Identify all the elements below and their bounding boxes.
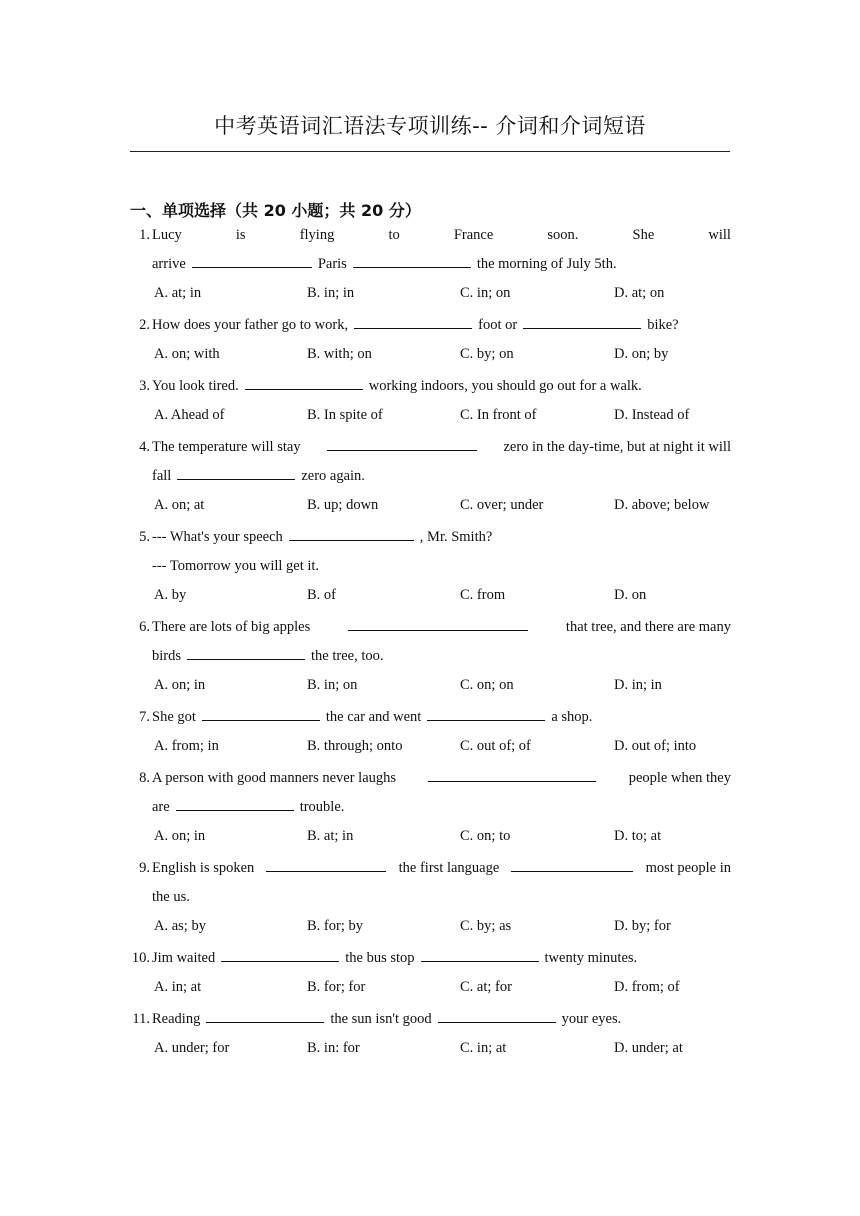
answer-option-c: C. on; to — [460, 828, 511, 844]
question-item — [130, 767, 731, 857]
answer-option-c: C. In front of — [460, 407, 537, 423]
question-text: the bus stop — [345, 950, 415, 966]
answer-option-b: B. in; in — [307, 285, 355, 301]
answer-blank — [421, 947, 539, 962]
question-text: How does your father go to work, — [152, 317, 349, 333]
question-text: --- What's your speech — [152, 529, 283, 545]
question-item — [130, 857, 731, 947]
answer-option-a: A. Ahead of — [154, 407, 225, 423]
answer-option-c: C. on; on — [460, 677, 514, 693]
question-item — [130, 1008, 731, 1069]
question-text: The temperature will stay — [152, 439, 301, 455]
question-text: soon. — [547, 227, 579, 243]
question-text: to — [388, 227, 400, 243]
question-text: the sun isn't good — [330, 1011, 432, 1027]
answer-options — [130, 282, 731, 314]
question-text: the morning of July 5th. — [476, 256, 617, 272]
question-text: people when they — [628, 770, 731, 786]
question-number: 2. — [139, 317, 150, 333]
answer-option-a: A. under; for — [154, 1040, 230, 1056]
answer-options — [130, 584, 731, 616]
answer-blank — [187, 645, 305, 660]
question-text: trouble. — [299, 799, 345, 815]
answer-option-b: B. with; on — [307, 346, 372, 362]
question-number: 10. — [131, 950, 150, 966]
answer-options — [130, 343, 731, 375]
question-text: foot or — [478, 317, 518, 333]
question-text-line — [130, 224, 731, 253]
answer-option-d: D. at; on — [614, 285, 665, 301]
answer-option-d: D. above; below — [614, 497, 710, 513]
question-text: flying — [299, 227, 335, 243]
question-text: There are lots of big apples — [152, 619, 311, 635]
answer-option-b: B. at; in — [307, 828, 354, 844]
answer-option-a: A. on; at — [154, 497, 205, 513]
answer-options — [130, 404, 731, 436]
question-number: 7. — [139, 709, 150, 725]
question-number: 9. — [139, 860, 150, 876]
question-text: zero again. — [301, 468, 365, 484]
question-text-line — [130, 465, 731, 494]
answer-option-d: D. to; at — [614, 828, 662, 844]
answer-option-c: C. over; under — [460, 497, 544, 513]
answer-blank — [523, 314, 641, 329]
question-text: She — [632, 227, 655, 243]
question-text: --- Tomorrow you will get it. — [152, 558, 320, 574]
question-text: twenty minutes. — [544, 950, 638, 966]
question-text-line — [130, 526, 731, 555]
answer-blank — [427, 706, 545, 721]
answer-options — [130, 674, 731, 706]
answer-option-b: B. in: for — [307, 1040, 360, 1056]
question-text: France — [453, 227, 494, 243]
question-text: Lucy — [152, 227, 182, 243]
question-text: a shop. — [551, 709, 593, 725]
question-text: birds — [152, 648, 181, 664]
question-item — [130, 706, 731, 767]
answer-option-a: A. from; in — [154, 738, 219, 754]
question-text: your eyes. — [561, 1011, 622, 1027]
question-text: is — [235, 227, 246, 243]
question-text: fall — [152, 468, 172, 484]
question-text-line — [130, 796, 731, 825]
question-text: arrive — [152, 256, 186, 272]
answer-options — [130, 915, 731, 947]
question-text-line — [130, 947, 731, 976]
question-text-line — [130, 1008, 731, 1037]
answer-option-d: D. by; for — [614, 918, 671, 934]
question-text: A person with good manners never laughs — [152, 770, 397, 786]
answer-option-c: C. out of; of — [460, 738, 531, 754]
answer-option-c: C. by; as — [460, 918, 512, 934]
question-text-line — [130, 645, 731, 674]
question-number: 8. — [139, 770, 150, 786]
question-number: 11. — [132, 1011, 150, 1027]
question-number: 1. — [139, 227, 150, 243]
answer-option-c: C. by; on — [460, 346, 514, 362]
question-text: , Mr. Smith? — [419, 529, 493, 545]
question-text: You look tired. — [152, 378, 239, 394]
answer-option-c: C. in; on — [460, 285, 511, 301]
question-item — [130, 947, 731, 1008]
answer-blank — [177, 465, 295, 480]
answer-option-d: D. in; in — [614, 677, 662, 693]
answer-options — [130, 976, 731, 1008]
answer-option-d: D. out of; into — [614, 738, 697, 754]
question-item — [130, 375, 731, 436]
answer-option-a: A. at; in — [154, 285, 202, 301]
question-text-line — [130, 857, 731, 886]
answer-blank — [327, 436, 477, 451]
answer-option-d: D. Instead of — [614, 407, 690, 423]
answer-blank — [266, 857, 386, 872]
answer-option-a: A. on; with — [154, 346, 220, 362]
question-text: zero in the day-time, but at night it will — [503, 439, 731, 455]
answer-option-d: D. under; at — [614, 1040, 683, 1056]
question-text: the car and went — [325, 709, 422, 725]
answer-options — [130, 494, 731, 526]
question-number: 4. — [139, 439, 150, 455]
answer-options — [130, 825, 731, 857]
answer-option-a: A. as; by — [154, 918, 206, 934]
question-text: will — [708, 227, 731, 243]
question-text-line — [130, 253, 731, 282]
question-item — [130, 526, 731, 616]
answer-option-b: B. in; on — [307, 677, 358, 693]
answer-option-a: A. by — [154, 587, 187, 603]
answer-blank — [353, 253, 471, 268]
answer-blank — [348, 616, 528, 631]
answer-blank — [438, 1008, 556, 1023]
answer-blank — [511, 857, 633, 872]
answer-option-b: B. In spite of — [307, 407, 383, 423]
answer-option-a: A. in; at — [154, 979, 202, 995]
question-text-line — [130, 706, 731, 735]
question-item — [130, 314, 731, 375]
question-item — [130, 436, 731, 526]
answer-blank — [192, 253, 312, 268]
question-item — [130, 224, 731, 314]
answer-option-b: B. for; for — [307, 979, 366, 995]
answer-blank — [428, 767, 596, 782]
question-text-line — [130, 555, 731, 584]
question-text: the tree, too. — [311, 648, 384, 664]
question-number: 5. — [139, 529, 150, 545]
answer-option-a: A. on; in — [154, 677, 206, 693]
answer-blank — [206, 1008, 324, 1023]
title-divider — [130, 151, 730, 152]
answer-option-d: D. on; by — [614, 346, 669, 362]
question-text-line — [130, 767, 731, 796]
answer-blank — [354, 314, 472, 329]
question-number: 3. — [139, 378, 150, 394]
section-heading: 一、单项选择（共 20 小题；共 20 分） — [130, 201, 421, 220]
answer-option-d: D. from; of — [614, 979, 680, 995]
answer-blank — [245, 375, 363, 390]
question-text: English is spoken — [152, 860, 255, 876]
question-text: bike? — [647, 317, 679, 333]
question-text: that tree, and there are many — [565, 619, 731, 635]
answer-option-b: B. through; onto — [307, 738, 403, 754]
question-text: Jim waited — [152, 950, 216, 966]
question-text-line — [130, 375, 731, 404]
answer-option-b: B. up; down — [307, 497, 379, 513]
page-title: 中考英语词汇语法专项训练-- 介词和介词短语 — [214, 114, 646, 138]
question-text: most people in — [645, 860, 731, 876]
answer-options — [130, 1037, 731, 1069]
question-text: the us. — [152, 889, 190, 905]
answer-option-d: D. on — [614, 587, 647, 603]
answer-option-c: C. in; at — [460, 1040, 507, 1056]
question-text-line — [130, 314, 731, 343]
question-number: 6. — [139, 619, 150, 635]
question-list — [130, 224, 731, 1069]
question-text: working indoors, you should go out for a walk. — [368, 378, 642, 394]
question-text-line — [130, 436, 731, 465]
question-text: She got — [152, 709, 196, 725]
answer-option-b: B. of — [307, 587, 336, 603]
answer-option-c: C. at; for — [460, 979, 512, 995]
answer-blank — [176, 796, 294, 811]
question-text: are — [152, 799, 170, 815]
question-text: Paris — [317, 256, 347, 272]
answer-option-b: B. for; by — [307, 918, 363, 934]
question-text: the first language — [398, 860, 500, 876]
question-text-line — [130, 886, 731, 915]
question-item — [130, 616, 731, 706]
answer-option-a: A. on; in — [154, 828, 206, 844]
answer-options — [130, 735, 731, 767]
answer-option-c: C. from — [460, 587, 506, 603]
answer-blank — [202, 706, 320, 721]
answer-blank — [221, 947, 339, 962]
question-text: Reading — [152, 1011, 201, 1027]
answer-blank — [289, 526, 414, 541]
question-text-line — [130, 616, 731, 645]
